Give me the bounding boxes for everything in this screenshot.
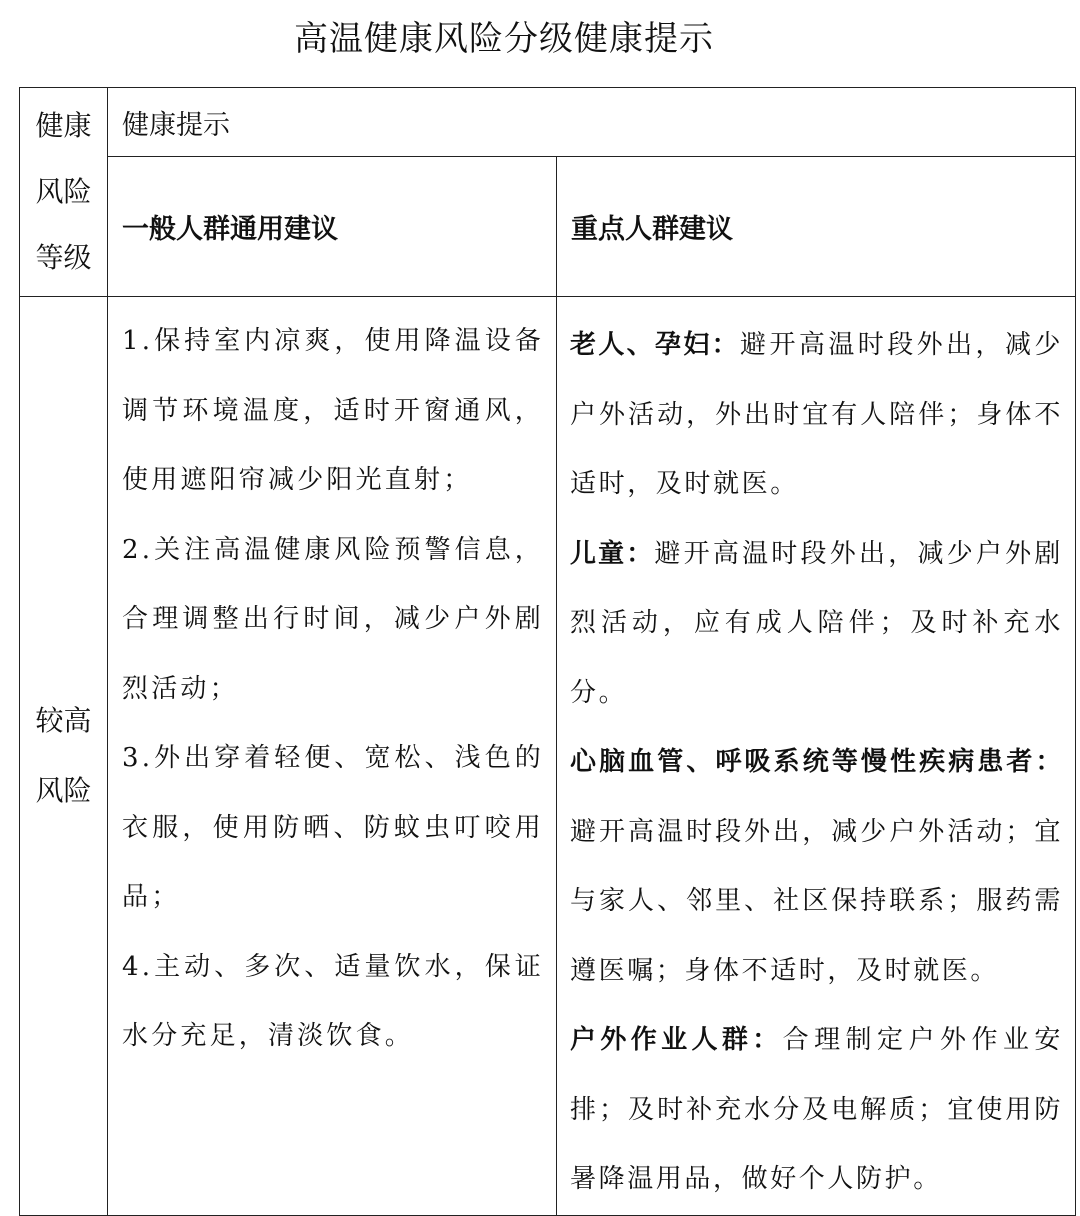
risk-level-header bbox=[20, 88, 108, 297]
risk-level-line: 较高 bbox=[35, 703, 92, 737]
key-population-header: 重点人群建议 bbox=[557, 157, 1076, 297]
general-advice-item: 1.保持室内凉爽，使用降温设备调节环境温度，适时开窗通风，使用遮阳帘减少阳光直射； bbox=[122, 326, 544, 495]
key-group-advice: 合理制定户外作业安排；及时补充水分及电解质；宜使用防暑降温用品，做好个人防护。 bbox=[570, 1025, 1063, 1194]
key-group-advice: 避开高温时段外出，减少户外活动；宜与家人、邻里、社区保持联系；服药需遵医嘱；身体不适时，及时就医。 bbox=[570, 816, 1063, 986]
key-advice-item bbox=[570, 311, 1063, 520]
general-advice-item: 3.外出穿着轻便、宽松、浅色的衣服，使用防晒、防蚊虫叮咬用品； bbox=[122, 743, 544, 912]
general-population-header: 一般人群通用建议 bbox=[108, 157, 557, 297]
key-advice-item bbox=[570, 520, 1063, 729]
key-group-advice: 避开高温时段外出，减少户外活动，外出时宜有人陪伴；身体不适时，及时就医。 bbox=[570, 330, 1063, 499]
general-advice-item: 4.主动、多次、适量饮水，保证水分充足，清淡饮食。 bbox=[122, 951, 544, 1051]
key-group-label: 老人、孕妇： bbox=[570, 330, 741, 360]
key-group-label: 户外作业人群： bbox=[570, 1025, 783, 1055]
general-advice-cell bbox=[108, 297, 557, 1216]
health-tips-header: 健康提示 bbox=[108, 88, 1076, 157]
document-title: 高温健康风险分级健康提示 bbox=[294, 19, 714, 59]
key-advice-item bbox=[570, 1006, 1063, 1215]
risk-level-cell bbox=[20, 297, 108, 1216]
key-group-label: 儿童： bbox=[570, 538, 655, 569]
key-advice-item bbox=[570, 728, 1063, 1006]
risk-level-line: 风险 bbox=[35, 773, 92, 807]
risk-level-header-line: 等级 bbox=[35, 241, 92, 274]
key-advice-cell bbox=[557, 297, 1076, 1216]
risk-level-header-line: 健康 bbox=[35, 109, 92, 142]
key-group-advice: 避开高温时段外出，减少户外剧烈活动，应有成人陪伴；及时补充水分。 bbox=[570, 538, 1063, 708]
general-advice-item: 2.关注高温健康风险预警信息，合理调整出行时间，减少户外剧烈活动； bbox=[122, 534, 544, 704]
health-risk-table bbox=[19, 87, 1076, 1216]
risk-level-header-line: 风险 bbox=[35, 175, 92, 208]
key-group-label: 心脑血管、呼吸系统等慢性疾病患者： bbox=[570, 747, 1063, 777]
